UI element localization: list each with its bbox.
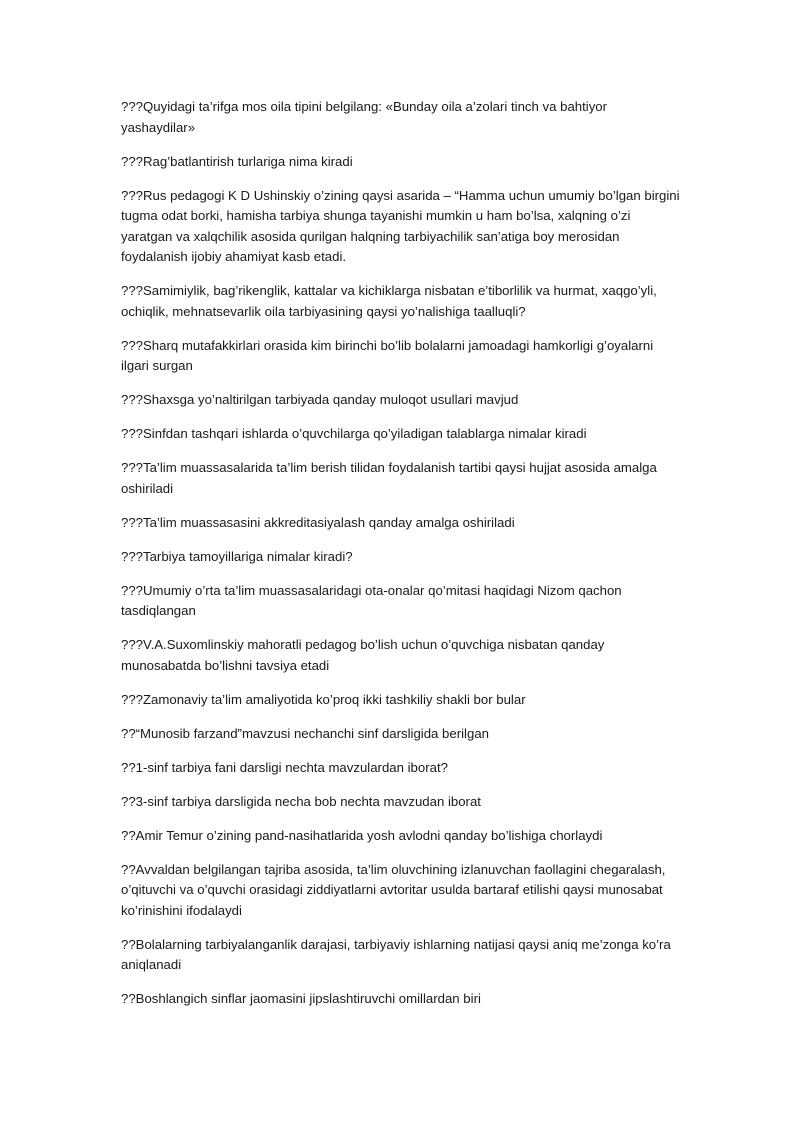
question-paragraph-15: ??1-sinf tarbiya fani darsligi nechta mavzulardan iborat? (121, 759, 448, 775)
question-paragraph-1: ???Quyidagi ta’rifga mos oila tipini belgilang: «Bunday oila a’zolari tinch va bahtiyor yashaydilar» (121, 99, 608, 135)
question-paragraph-13: ???Zamonaviy ta’lim amaliyotida ko’proq ikki tashkiliy shakli bor bular (121, 691, 526, 707)
question-paragraph-5: ???Sharq mutafakkirlari orasida kim birinchi bo’lib bolalarni jamoadagi hamkorligi g’oyalarni ilgari surgan (121, 337, 654, 373)
question-paragraph-7: ???Sinfdan tashqari ishlarda o’quvchilarga qo’yiladigan talablarga nimalar kiradi (121, 426, 587, 441)
question-paragraph-17: ??Amir Temur o’zining pand-nasihatlarida yosh avlodni qanday bo’lishiga chorlaydi (121, 827, 603, 843)
question-paragraph-3: ???Rus pedagogi K D Ushinskiy o’zining qaysi asarida – “Hamma uchun umumiy bo’lgan birgini tugma odat borki, hamisha tarbiya shunga tayanishi mumkin u ham bo’lsa, xalqning o’zi yaratgan va xalqchilik asosida qurilgan halqning tarbiyachilik san’atiga boy merosidan foydalanish ijobiy ahamiyat kasb etadi. (121, 187, 680, 264)
question-paragraph-8: ???Ta’lim muassasalarida ta’lim berish tilidan foydalanish tartibi qaysi hujjat asosida amalga oshiriladi (121, 460, 657, 496)
question-paragraph-11: ???Umumiy o’rta ta’lim muassasalaridagi ota-onalar qo’mitasi haqidagi Nizom qachon tasdiqlangan (121, 582, 622, 618)
question-paragraph-16: ??3-sinf tarbiya darsligida necha bob nechta mavzudan iborat (121, 793, 481, 809)
document-body (121, 97, 681, 1023)
question-paragraph-2: ???Rag’batlantirish turlariga nima kiradi (121, 153, 353, 169)
question-paragraph-18: ??Avvaldan belgilangan tajriba asosida, ta’lim oluvchining izlanuvchan faollagini chegaralash, o’qituvchi va o’quvchi orasidagi ziddiyatlarni avtoritar usulda bartaraf etilishi qaysi munosabat ko’rinishini ifodalaydi (121, 861, 666, 918)
question-paragraph-4: ???Samimiylik, bag’rikenglik, kattalar va kichiklarga nisbatan e’tiborlilik va hurmat, xaqgo’yli, ochiqlik, mehnatsevarlik oila tarbiyasining qaysi yo’nalishiga taalluqli? (121, 283, 657, 319)
question-paragraph-20: ??Boshlangich sinflar jaomasini jipslashtiruvchi omillardan biri (121, 991, 481, 1006)
question-paragraph-10: ???Tarbiya tamoyillariga nimalar kiradi? (121, 548, 353, 564)
question-paragraph-6: ???Shaxsga yo’naltirilgan tarbiyada qanday muloqot usullari mavjud (121, 392, 519, 407)
question-paragraph-12: ???V.A.Suxomlinskiy mahoratli pedagog bo’lish uchun o’quvchiga nisbatan qanday munosabatda bo’lishni tavsiya etadi (121, 637, 605, 673)
question-paragraph-19: ??Bolalarning tarbiyalanganlik darajasi, tarbiyaviy ishlarning natijasi qaysi aniq me’zonga ko’ra aniqlanadi (121, 936, 671, 972)
question-paragraph-14: ??“Munosib farzand”mavzusi nechanchi sinf darsligida berilgan (121, 725, 489, 741)
question-paragraph-9: ???Ta’lim muassasasini akkreditasiyalash qanday amalga oshiriladi (121, 514, 515, 530)
